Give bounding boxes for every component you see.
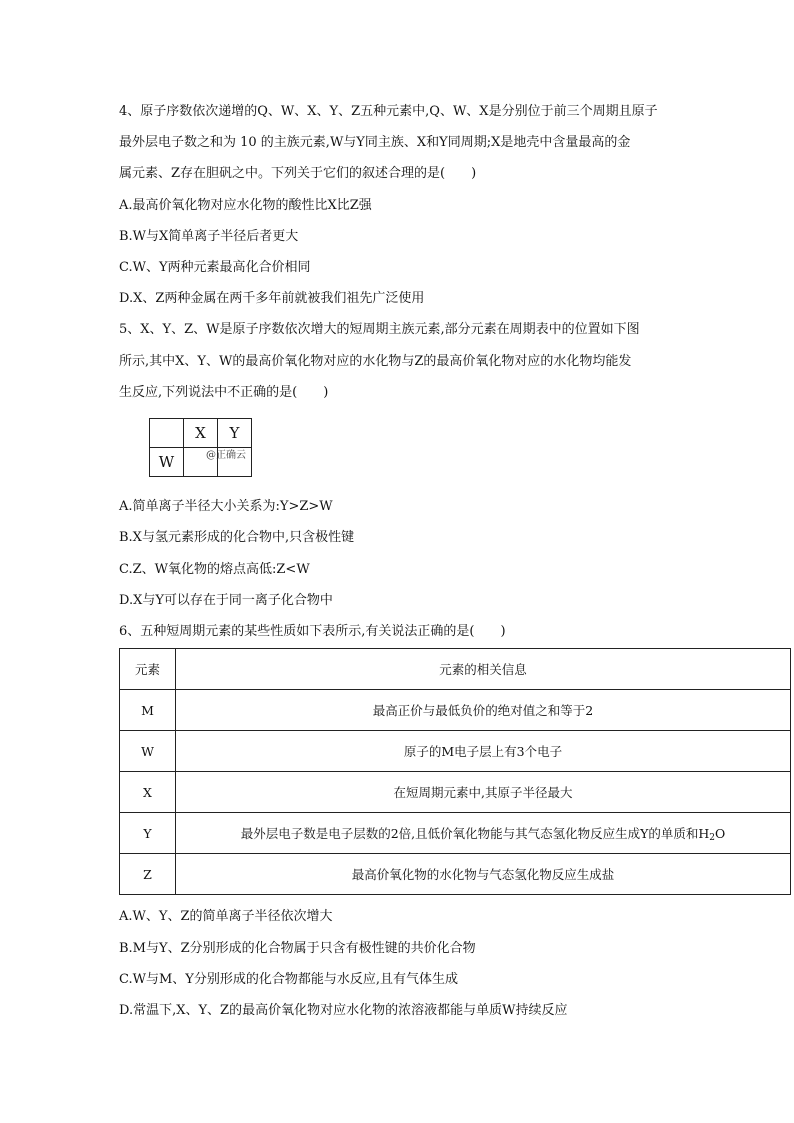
row-symbol: Y	[120, 813, 176, 854]
row-info-subscript: 2	[709, 832, 716, 843]
q6-option-b: B.M与Y、Z分别形成的化合物属于只含有极性键的共价化合物	[119, 941, 476, 956]
row-symbol: X	[120, 772, 176, 813]
element-info-table	[119, 648, 791, 895]
row-info	[176, 813, 791, 854]
q5-option-d: D.X与Y可以存在于同一离子化合物中	[119, 593, 333, 608]
q5-stem-line3: 生反应,下列说法中不正确的是( )	[119, 385, 329, 400]
q5-option-b: B.X与氢元素形成的化合物中,只含极性键	[119, 530, 355, 545]
row-symbol: Z	[120, 854, 176, 895]
row-info-tail: O	[715, 825, 726, 841]
row-info: 最高价氧化物的水化物与气态氢化物反应生成盐	[176, 854, 791, 895]
q4-option-b: B.W与X简单离子半径后者更大	[119, 229, 299, 244]
q6-option-c: C.W与M、Y分别形成的化合物都能与水反应,且有气体生成	[119, 972, 459, 987]
row-info: 最高正价与最低负价的绝对值之和等于2	[176, 690, 791, 731]
row-info: 在短周期元素中,其原子半径最大	[176, 772, 791, 813]
q5-option-c: C.Z、W氧化物的熔点高低:Z<W	[119, 562, 310, 577]
q4-option-c: C.W、Y两种元素最高化合价相同	[119, 260, 311, 275]
table-row	[120, 731, 791, 772]
q4-stem-line1: 4、原子序数依次递增的Q、W、X、Y、Z五种元素中,Q、W、X是分别位于前三个周期且原子	[119, 104, 658, 119]
table-row	[120, 813, 791, 854]
row-symbol: W	[120, 731, 176, 772]
row-symbol: M	[120, 690, 176, 731]
header-info: 元素的相关信息	[176, 649, 791, 690]
ptable-cell-x: X	[184, 419, 218, 448]
row-info: 原子的M电子层上有3个电子	[176, 731, 791, 772]
q5-option-a: A.简单离子半径大小关系为:Y>Z>W	[119, 499, 333, 514]
q5-stem-line2: 所示,其中X、Y、W的最高价氧化物对应的水化物与Z的最高价氧化物对应的水化物均能发	[119, 354, 632, 369]
q4-stem-line2: 最外层电子数之和为 10 的主族元素,W与Y同主族、X和Y同周期;X是地壳中含量最高的金	[119, 135, 631, 150]
table-header-row	[120, 649, 791, 690]
q5-stem-line1: 5、X、Y、Z、W是原子序数依次增大的短周期主族元素,部分元素在周期表中的位置如下图	[119, 322, 640, 337]
table-row	[120, 772, 791, 813]
table-row	[120, 690, 791, 731]
ptable-cell-w: W	[150, 448, 184, 477]
ptable-cell-y: Y	[218, 419, 252, 448]
q4-option-a: A.最高价氧化物对应水化物的酸性比X比Z强	[119, 198, 372, 213]
q6-stem: 6、五种短周期元素的某些性质如下表所示,有关说法正确的是( )	[119, 624, 506, 639]
row-info-main: 最外层电子数是电子层数的2倍,且低价氧化物能与其气态氢化物反应生成Y的单质和H	[240, 825, 710, 841]
watermark-text: @正确云	[206, 450, 246, 461]
header-element: 元素	[120, 649, 176, 690]
q4-option-d: D.X、Z两种金属在两千多年前就被我们祖先广泛使用	[119, 291, 425, 306]
q6-option-d: D.常温下,X、Y、Z的最高价氧化物对应水化物的浓溶液都能与单质W持续反应	[119, 1003, 568, 1018]
table-row	[120, 854, 791, 895]
q6-option-a: A.W、Y、Z的简单离子半径依次增大	[119, 909, 333, 924]
q4-stem-line3: 属元素、Z存在胆矾之中。下列关于它们的叙述合理的是( )	[119, 166, 477, 181]
ptable-cell	[150, 419, 184, 448]
